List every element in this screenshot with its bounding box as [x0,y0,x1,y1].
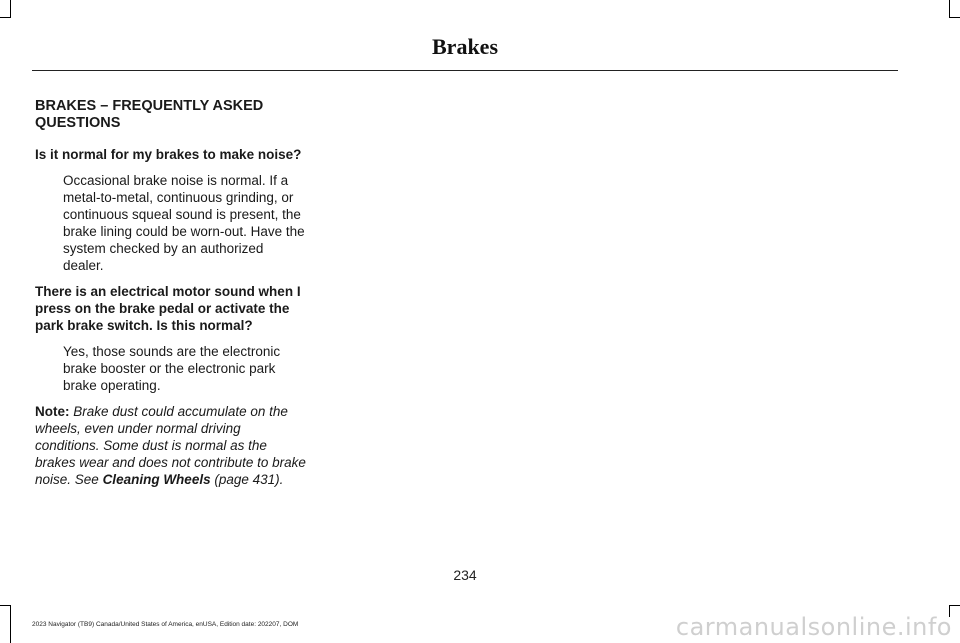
section-heading [35,98,307,132]
header-divider [32,70,898,71]
main-content [35,98,307,488]
cleaning-wheels-link[interactable]: Cleaning Wheels [102,472,211,487]
watermark: carmanualsonline.info [675,613,952,641]
section-heading-line2: QUESTIONS [35,115,121,131]
page-title: Brakes [432,34,498,59]
crop-mark-top-right-horizontal [949,17,960,18]
note-label: Note: [35,404,70,419]
crop-mark-top-right-vertical [949,0,950,18]
page-number: 234 [453,567,477,583]
note-page-reference: (page 431). [214,472,284,487]
answer-motor-sound: Yes, those sounds are the electronic brake booster or the electronic park brake operating. [63,344,281,393]
note-paragraph [35,403,307,488]
crop-mark-bottom-left-horizontal [0,605,11,606]
section-heading-line1: BRAKES – FREQUENTLY ASKED [35,98,264,114]
question-brake-noise: Is it normal for my brakes to make noise? [35,147,302,162]
answer-brake-noise: Occasional brake noise is normal. If a metal-to-metal, continuous grinding, or continuous squeal sound is present, the brake lining could be worn-out. Have the system checked by an authorized dealer. [63,173,305,273]
crop-mark-top-left-horizontal [0,17,11,18]
edition-footer: 2023 Navigator (TB9) Canada/United States of America, enUSA, Edition date: 202207, DOM [32,621,299,628]
crop-mark-bottom-left-vertical [10,605,11,643]
note-text: Brake dust could accumulate on the wheels, even under normal driving conditions. Some dust is normal as the brakes wear and does not contribute to brake noise. See [35,404,306,487]
crop-mark-top-left-vertical [10,0,11,18]
crop-mark-bottom-right-horizontal [949,605,960,606]
question-motor-sound: There is an electrical motor sound when I press on the brake pedal or activate the park brake switch. Is this normal? [35,284,301,333]
